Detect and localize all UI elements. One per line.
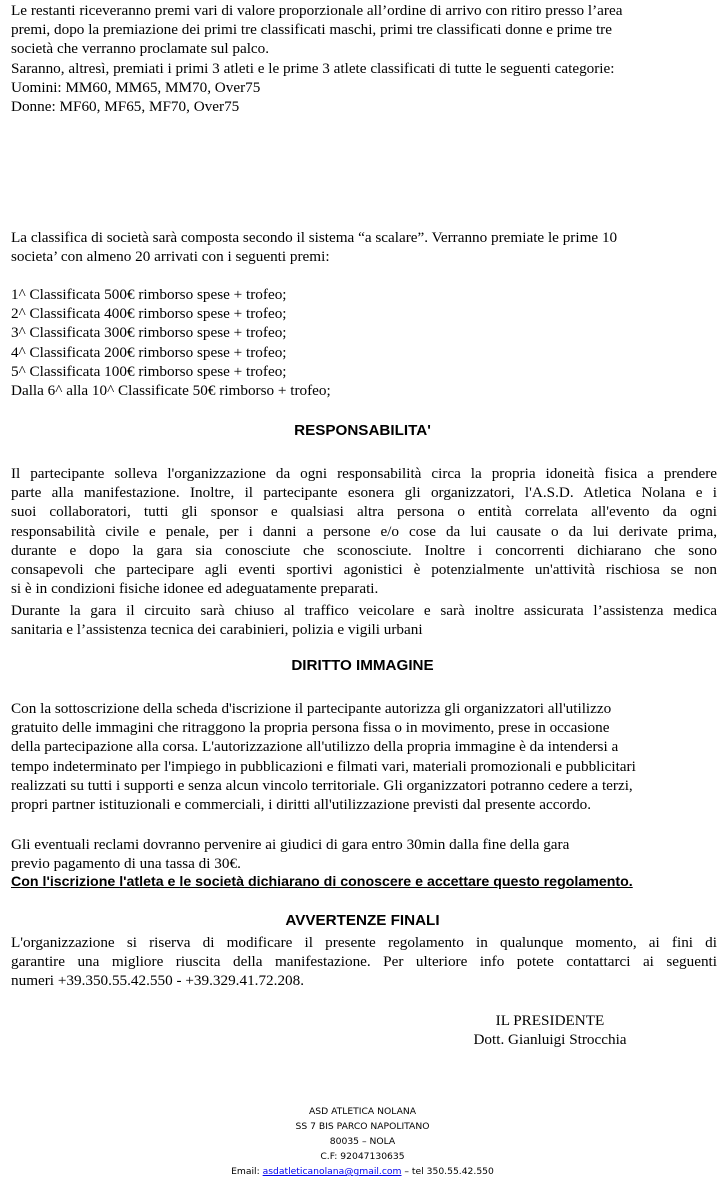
footer-city: 80035 – NOLA [329, 1136, 396, 1147]
prize-item: 3^ Classificata 300€ rimborso spese + trofeo; [11, 324, 287, 342]
footer [0, 1104, 725, 1179]
diritto-paragraph [11, 699, 717, 814]
intro-line: Saranno, altresì, premiati i primi 3 atleti e le prime 3 atlete classificati di tutte le seguenti categorie: [11, 59, 615, 77]
footer-contact [0, 1164, 725, 1179]
society-paragraph [11, 228, 717, 266]
avvertenze-heading: AVVERTENZE FINALI [285, 912, 440, 929]
circuito-paragraph [11, 601, 717, 639]
intro-line: premi, dopo la premiazione dei primi tre classificati maschi, primi tre classificati donne e prime tre [11, 21, 612, 39]
responsabilita-line: suoi collaboratori, tutti gli sponsor e qualsiasi altra persona o entità correlata all'evento da ogni [11, 503, 717, 521]
avvertenze-line: numeri +39.350.55.42.550 - +39.329.41.72.208. [11, 972, 305, 990]
category-women: Donne: MF60, MF65, MF70, Over75 [11, 98, 240, 116]
responsabilita-line: durante e dopo la gara sia conosciute che sconosciute. Inoltre i concorrenti dichiarano che sono [11, 541, 717, 559]
avvertenze-line: L'organizzazione si riserva di modificare il presente regolamento in qualunque momento, ai fini di [11, 934, 717, 951]
reclami-line: previo pagamento di una tassa di 30€. [11, 855, 241, 873]
signature-block [400, 1011, 700, 1049]
responsabilita-heading: RESPONSABILITA' [294, 422, 431, 439]
responsabilita-line: parte alla manifestazione. Inoltre, il partecipante esonera gli organizzatori, l'A.S.D. Atletica Nolana e i [11, 484, 717, 502]
intro-paragraph [11, 1, 717, 116]
intro-line: società che verranno proclamate sul palco. [11, 40, 270, 58]
avvertenze-line: garantire una migliore riuscita della manifestazione. Per ulteriore info potete contattarci ai seguenti [11, 953, 717, 971]
responsabilita-line: responsabilità civile e penale, per i danni a persone e/o cose da lui causate o da lui derivate prima, [11, 522, 717, 540]
signature-role: IL PRESIDENTE [495, 1012, 605, 1029]
responsabilita-paragraph [11, 464, 717, 598]
footer-cf: C.F: 92047130635 [320, 1151, 405, 1162]
prize-item: 4^ Classificata 200€ rimborso spese + trofeo; [11, 343, 287, 361]
prize-item: 1^ Classificata 500€ rimborso spese + trofeo; [11, 286, 287, 303]
prize-item: Dalla 6^ alla 10^ Classificate 50€ rimborso + trofeo; [11, 382, 331, 400]
responsabilita-line: si è in condizioni fisiche idonee ed adeguatamente preparati. [11, 580, 379, 598]
diritto-line: della partecipazione alla corsa. L'autorizzazione all'utilizzo della propria immagine è da intendersi a [11, 738, 619, 756]
reclami-line: Gli eventuali reclami dovranno pervenire ai giudici di gara entro 30min dalla fine della gara [11, 836, 570, 853]
footer-address: SS 7 BIS PARCO NAPOLITANO [295, 1121, 430, 1132]
responsabilita-line: consapevoli che partecipare agli eventi sportivi agonistici è potenzialmente un'attività rischiosa se non [11, 561, 717, 579]
diritto-line: realizzati su tutti i supporti e senza alcun vincolo territoriale. Gli organizzatori potranno cedere a terzi, [11, 776, 633, 794]
footer-org: ASD ATLETICA NOLANA [308, 1106, 417, 1117]
avvertenze-paragraph [11, 933, 717, 991]
society-line: La classifica di società sarà composta secondo il sistema “a scalare”. Verranno premiate le prime 10 [11, 229, 618, 246]
prize-item: 5^ Classificata 100€ rimborso spese + trofeo; [11, 362, 287, 380]
diritto-line: gratuito delle immagini che ritraggono la propria persona fissa o in movimento, prese in occasione [11, 719, 610, 737]
responsabilita-line: Il partecipante solleva l'organizzazione da ogni responsabilità circa la propria idoneità fisica a prendere [11, 465, 717, 482]
footer-tel: – tel 350.55.42.550 [401, 1166, 494, 1177]
footer-email-link[interactable]: asdatleticanolana@gmail.com [262, 1166, 402, 1177]
category-men: Uomini: MM60, MM65, MM70, Over75 [11, 78, 261, 96]
signature-name: Dott. Gianluigi Strocchia [473, 1031, 627, 1049]
acceptance-statement: Con l'iscrizione l'atleta e le società dichiarano di conoscere e accettare questo regolamento. [11, 874, 633, 891]
society-line: societa’ con almeno 20 arrivati con i seguenti premi: [11, 248, 330, 266]
intro-line: Le restanti riceveranno premi vari di valore proporzionale all’ordine di arrivo con ritiro presso l’area [11, 2, 623, 19]
circuito-line: sanitaria e l’assistenza tecnica dei carabinieri, polizia e vigili urbani [11, 621, 423, 639]
reclami-paragraph [11, 835, 717, 893]
diritto-heading: DIRITTO IMMAGINE [291, 657, 434, 674]
diritto-line: propri partner istituzionali e commerciali, i diritti all'utilizzazione previsti dal presente accordo. [11, 796, 592, 814]
diritto-line: tempo indeterminato per l'impiego in pubblicazioni e filmati vari, materiali promozionali e pubblicitari [11, 757, 636, 775]
prize-list [11, 285, 717, 400]
footer-email-label: Email: [231, 1166, 263, 1177]
circuito-line: Durante la gara il circuito sarà chiuso al traffico veicolare e sarà inoltre assicurata l’assistenza medica [11, 602, 717, 619]
prize-item: 2^ Classificata 400€ rimborso spese + trofeo; [11, 305, 287, 323]
diritto-line: Con la sottoscrizione della scheda d'iscrizione il partecipante autorizza gli organizzatori all'utilizzo [11, 700, 612, 717]
